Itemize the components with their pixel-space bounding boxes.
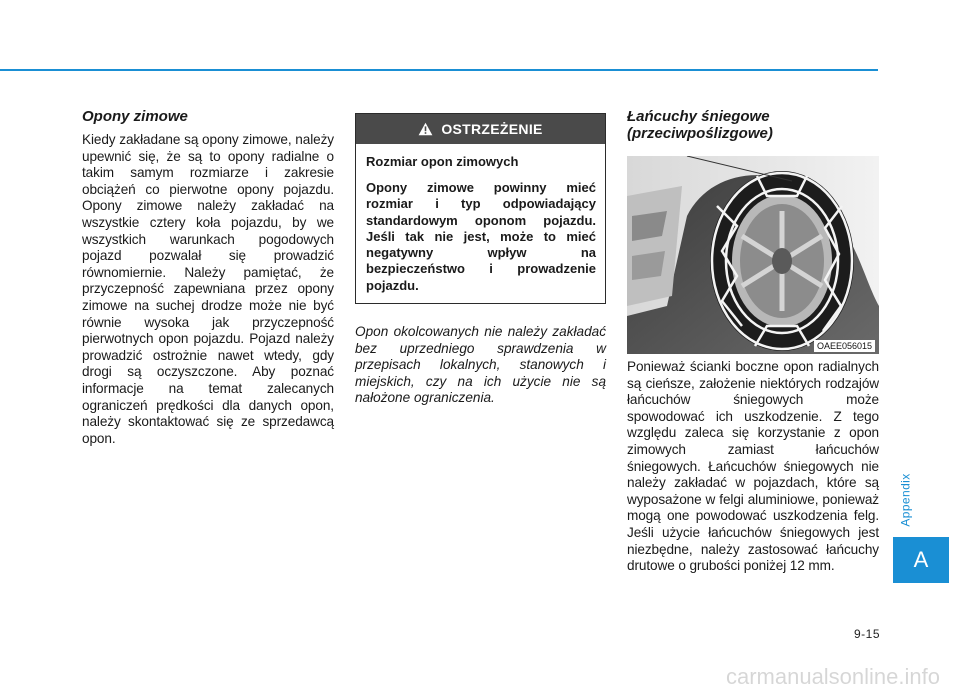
page-number: 9-15	[853, 627, 880, 641]
snow-chains-section	[627, 359, 879, 575]
warning-text: Opony zimowe powinny mieć rozmiar i typ odpowiadający standardowym oponom pojazdu. Jeśli tak nie jest, może to mieć negatywny wpływ na bezpieczeństwo i prowadzenie pojazdu.	[366, 180, 596, 293]
figure-code: OAEE056015	[814, 340, 875, 352]
snow-chain-wheel-image	[627, 156, 879, 354]
appendix-tab-label[interactable]	[893, 470, 919, 530]
snow-chains-heading: Łańcuchy śniegowe (przeciwpoślizgowe)	[627, 108, 773, 142]
warning-label: OSTRZEŻENIE	[441, 121, 543, 137]
appendix-tab[interactable]: A	[893, 537, 949, 583]
winter-tires-body: Kiedy zakładane są opony zimowe, należy upewnić się, że są to opony radialne o takim samym rozmiarze i zakresie obciążeń co pierwotne opony pojazdu. Opony zimowe należy zakładać na wszystkie cztery koła pojazdu, by we wszystkich warunkach pogodowych pojazd pozwalał się prowadzić równomiernie. Należy pamiętać, że przyczepność zapewniana przez opony zimowe na suchej drodze może nie być równie wysoka jak przyczepność pierwotnych opon pojazdu. Pojazd należy prowadzić ostrożnie nawet wtedy, gdy drogi są oczyszczone. Aby poznać informacje na temat zalecanych ograniczeń prędkości dla danych opon, należy skontaktować się ze sprzedawcą opon.	[82, 132, 334, 446]
warning-triangle-icon	[418, 122, 433, 136]
warning-header	[356, 114, 605, 144]
warning-title: Rozmiar opon zimowych	[366, 154, 519, 169]
watermark: carmanualsonline.info	[725, 664, 940, 689]
section-heading: Opony zimowe	[82, 108, 188, 125]
header-rule	[0, 69, 878, 71]
appendix-label: Appendix	[899, 473, 913, 527]
snow-chains-heading-block	[627, 108, 879, 149]
studded-tires-note: Opon okolcowanych nie należy zakładać bez uprzedniego sprawdzenia w przepisach lokalnych, stanowych i miejskich, czy na ich użycie nie są nałożone ograniczenia.	[355, 324, 606, 406]
warning-content	[356, 144, 605, 294]
snow-chain-illustration	[627, 156, 879, 354]
warning-box	[355, 113, 606, 304]
winter-tires-section	[82, 108, 334, 447]
snow-chains-body: Ponieważ ścianki boczne opon radialnych są cieńsze, założenie niektórych rodzajów łańcuchów śniegowych może spowodować ich uszkodzenie. Z tego względu zaleca się korzystanie z opon zimowych zamiast łańcuchów śniegowych. Łańcuchów śniegowych nie należy zakładać w pojazdach, które są wyposażone w felgi aluminiowe, ponieważ mogą one powodować uszkodzenia felg. Jeśli użycie łańcuchów śniegowych jest niezbędne, należy zastosować łańcuchy drutowe o grubości poniżej 12 mm.	[627, 359, 879, 574]
